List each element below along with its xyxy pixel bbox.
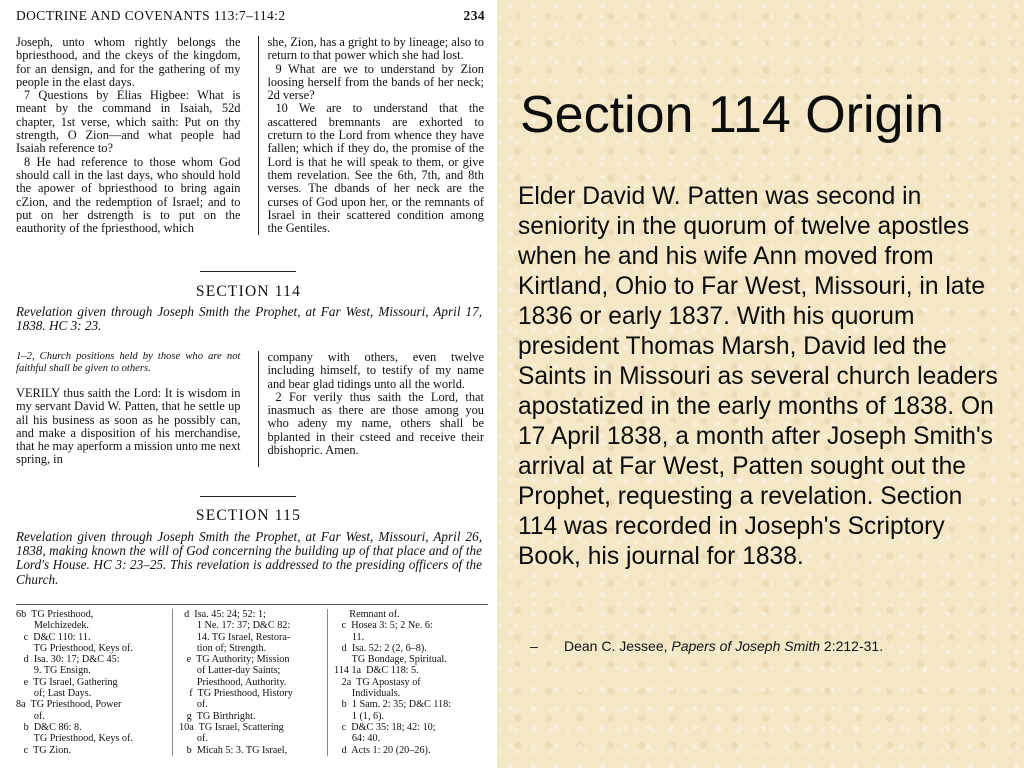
section-113-column-left: [16, 36, 240, 235]
section-114-verse-2: 2 For verily thus saith the Lord, that inasmuch as there are those among you who adeny my name, others shall be bplanted in their csteed and receive their dbishopric. Amen.: [267, 389, 484, 458]
section-114-verse-1-end: company with others, even twelve including himself, to testify of my name and bear glad tidings unto all the world.: [267, 350, 484, 391]
footnotes-column-3: Remnant of. c Hosea 3: 5; 2 Ne. 6: 11. d Isa. 52: 2 (2, 6–8). TG Bondage, Spiritual. 114 1a D&C 118: 5. 2a TG Apostasy of Individuals. b 1 Sam. 2: 35; D&C 118: 1 (1, 6). c D&C 35: 18; 42: 10; 64: 40. d Acts 1: 20 (20–26).: [327, 609, 484, 756]
section-115-heading: SECTION 115: [195, 507, 302, 524]
citation-pages: 2:212-31.: [820, 638, 884, 654]
footnotes: [16, 604, 488, 756]
running-header: [16, 8, 485, 26]
section-114-heading: SECTION 114: [195, 283, 302, 300]
section-113-text: [16, 36, 484, 235]
footnotes-column-1: 6b TG Priesthood, Melchizedek. c D&C 110: 11. TG Priesthood, Keys of. d Isa. 30: 17; D&C 45: 9. TG Ensign. e TG Israel, Gathering of; Last Days. 8a TG Priesthood, Power of. b D&C 86: 8. TG Priesthood, Keys of. c TG Zion.: [16, 609, 133, 756]
running-header-title: DOCTRINE AND COVENANTS 113:7–114:2: [16, 8, 286, 23]
verse-8-end: she, Zion, has a gright to by lineage; also to return to that power which she had lost.: [267, 35, 484, 63]
section-114-headnote: Revelation given through Joseph Smith the Prophet, at Far West, Missouri, April 17, 1838. HC 3: 23.: [16, 304, 482, 334]
scripture-page-image: [0, 0, 497, 768]
section-114-column-left: [16, 351, 240, 467]
section-113-column-right: [258, 36, 484, 235]
verse-7-question: 7 Questions by Elias Higbee: What is meant by the command in Isaiah, 52d chapter, 1st verse, which saith: Put on thy strength, O Zion—and what people had Isaiah reference to?: [16, 88, 241, 156]
section-114-verse-1: VERILY thus saith the Lord: It is wisdom in my servant David W. Patten, that he settle up all his business as soon as he possibly can, and make a disposition of his merchandise, that he may aperform a mission unto me next spring, in: [16, 386, 241, 467]
citation-work: Papers of Joseph Smith: [671, 638, 821, 654]
section-114-column-right: [258, 351, 484, 467]
section-divider: [200, 496, 296, 497]
verse-8: 8 He had reference to those whom God should call in the last days, who should hold the apower of bpriesthood to bring again cZion, and the redemption of Israel; and to put on her dstrength is to put on the eauthority of the fpriesthood, which: [16, 154, 241, 236]
verse-10: 10 We are to understand that the ascattered bremnants are exhorted to creturn to the Lord from whence they have fallen; which if they do, the promise of the Lord is that he will speak to them, or give them revelation. See the 6th, 7th, and 8th verses. The dbands of her neck are the curses of God upon her, or the remnants of Israel in their scattered condition among the Gentiles.: [267, 101, 484, 236]
page-number: 234: [463, 8, 485, 23]
verse-7-end: Joseph, unto whom rightly belongs the bpriesthood, and the ckeys of the kingdom, for an densign, and for the gathering of my people in the elast days.: [16, 35, 241, 89]
slide-title: Section 114 Origin: [520, 86, 944, 144]
section-114-summary: 1–2, Church positions held by those who are not faithful shall be given to others.: [16, 351, 241, 374]
citation: [530, 637, 1010, 655]
citation-bullet: –: [530, 638, 538, 654]
section-divider: [200, 271, 296, 272]
section-114-text: [16, 351, 484, 467]
slide-body-text: Elder David W. Patten was second in seniority in the quorum of twelve apostles when he and his wife Ann moved from Kirtland, Ohio to Far West, Missouri, in late 1836 or early 1837. With his quorum president Thomas Marsh, David led the Saints in Missouri as several church leaders apostatized in the early months of 1838. On 17 April 1838, a month after Joseph Smith's arrival at Far West, Patten sought out the Prophet, requesting a revelation. Section 114 was recorded in Joseph's Scriptory Book, his journal for 1838.: [518, 183, 998, 570]
section-115-headnote: Revelation given through Joseph Smith the Prophet, at Far West, Missouri, April 26, 1838, making known the will of God concerning the building up of that place and of the Lord's House. HC 3: 23–25. This revelation is addressed to the presiding officers of the Church.: [16, 529, 482, 587]
footnotes-column-2: d Isa. 45: 24; 52: 1; 1 Ne. 17: 37; D&C 82: 14. TG Israel, Restora- tion of; Strength. e TG Authority; Mission of Latter-day Saints; Priesthood, Authority. f TG Priesthood, History of. g TG Birthright. 10a TG Israel, Scattering of. b Micah 5: 3. TG Israel,: [172, 609, 321, 756]
citation-author: Dean C. Jessee,: [564, 638, 672, 654]
verse-9: 9 What are we to understand by Zion loosing herself from the bands of her neck; 2d verse?: [267, 61, 484, 103]
